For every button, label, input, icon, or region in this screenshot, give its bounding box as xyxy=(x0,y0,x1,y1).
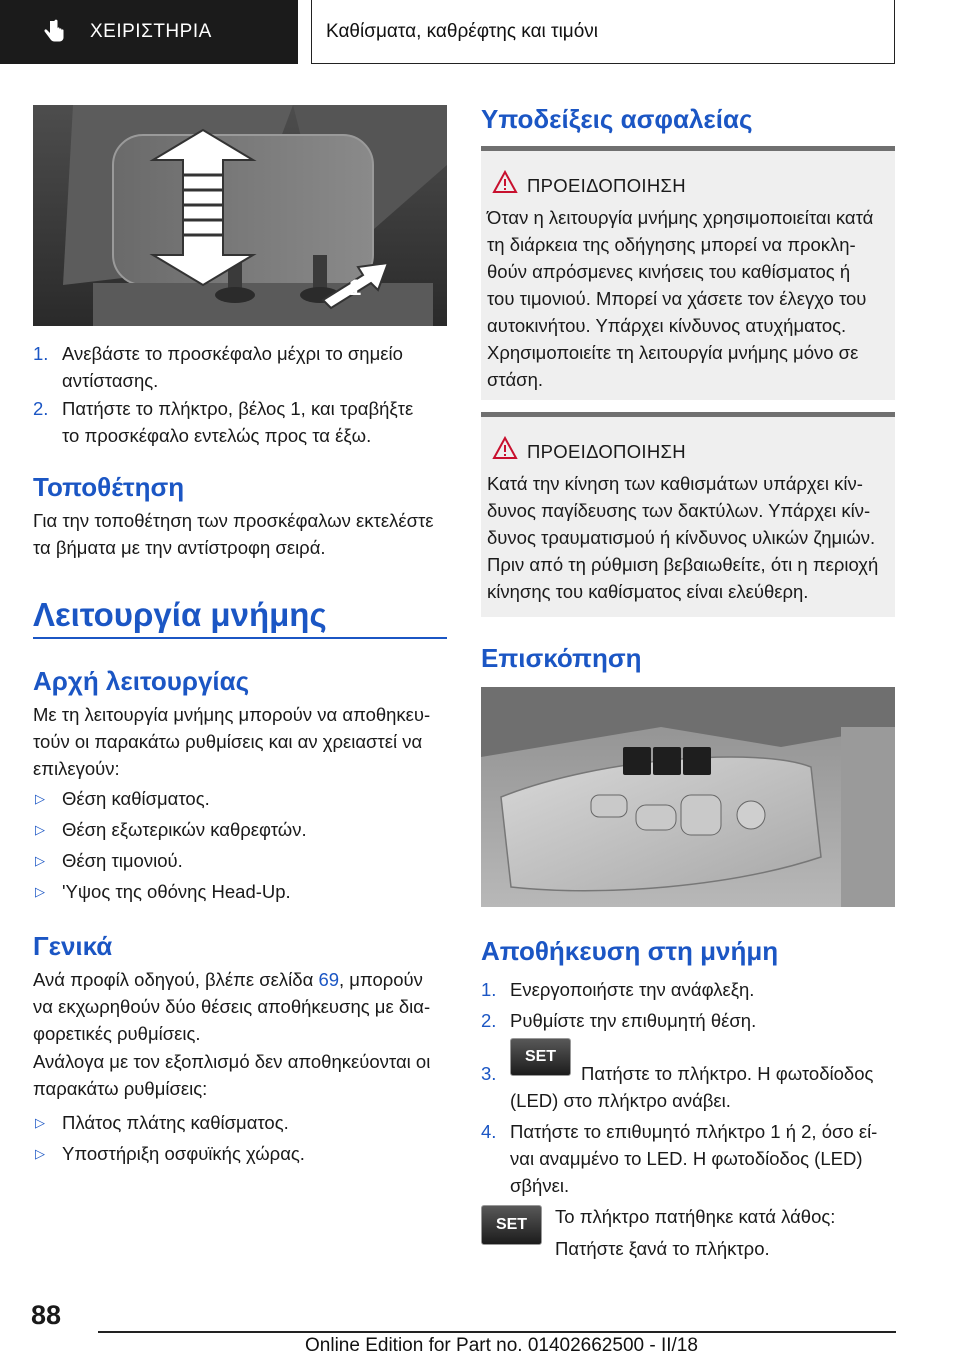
warning-text: Όταν η λειτουργία μνήμης χρησιμοποιείται κατά τη διάρκεια της οδήγησης μπορεί να προκλη- θούν απρόσμενες κινήσεις του καθίσματος ή του τιμονιού. Μπορεί να χάσετε τον έλεγχο του αυτοκινήτου. Υπάρχει κίνδυνος ατυχήματος. Χρησιμοποιείτε τη λειτουργία μνήμης μόνο σε στάση. xyxy=(487,207,874,390)
warning-triangle-icon xyxy=(492,170,518,199)
warning-text: Κατά την κίνηση των καθισμάτων υπάρχει κίν- δυνος παγίδευσης των δακτύλων. Υπάρχει κίν- δυνος τραυματισμού ή κίνδυνος υλικών ζημιών. Πριν από τη ρύθμιση βεβαιωθείτε, ότι η περιοχή κίνησης του καθίσματος είναι ελεύθερη. xyxy=(487,473,879,602)
step-text: Ρυθμίστε την επιθυμητή θέση. xyxy=(510,1010,757,1031)
warning-box-2 xyxy=(481,412,895,617)
step-text: Ανεβάστε το προσκέφαλο μέχρι το σημείο αντίστασης. xyxy=(62,343,403,391)
store-heading: Αποθήκευση στη μνήμη xyxy=(481,936,779,966)
section-title: ΧΕΙΡΙΣΤΗΡΙΑ xyxy=(90,21,212,42)
triangle-bullet-icon: ▷ xyxy=(35,1146,45,1161)
memory-heading: Λειτουργία μνήμης xyxy=(33,596,327,633)
step-text: Πατήστε το πλήκτρο. Η φωτοδίοδος xyxy=(581,1063,874,1084)
wrong-text: Πατήστε ξανά το πλήκτρο. xyxy=(555,1238,770,1259)
step-item: 1. xyxy=(33,343,49,364)
principle-text: Με τη λειτουργία μνήμης μπορούν να αποθηκευ- τούν οι παρακάτω ρυθμίσεις και αν χρειαστεί να επιλεγούν: xyxy=(33,704,431,779)
wrong-text: Το πλήκτρο πατήθηκε κατά λάθος: xyxy=(555,1206,836,1227)
page-number: 88 xyxy=(31,1300,62,1330)
headrest-photo xyxy=(33,105,447,326)
section-tab[interactable] xyxy=(0,0,298,64)
warning-bar xyxy=(481,412,895,417)
warning-title: ΠΡΟΕΙΔΟΠΟΙΗΣΗ xyxy=(527,441,686,462)
placement-heading: Τοποθέτηση xyxy=(33,472,185,502)
list-item: Πλάτος πλάτης καθίσματος. xyxy=(62,1112,289,1133)
list-item: Θέση καθίσματος. xyxy=(62,788,210,809)
warning-bar xyxy=(481,146,895,151)
principle-heading: Αρχή λειτουργίας xyxy=(33,666,250,696)
warning-box-1 xyxy=(481,146,895,400)
step-number: 2. xyxy=(481,1010,497,1031)
overview-heading: Επισκόπηση xyxy=(481,643,642,673)
warning-triangle-icon xyxy=(492,436,518,465)
seat-controls-photo xyxy=(481,687,895,907)
step-text: Πατήστε το πλήκτρο, βέλος 1, και τραβήξτε το προσκέφαλο εντελώς προς τα έξω. xyxy=(62,398,414,446)
footer-divider xyxy=(98,1331,896,1333)
hand-pointer-icon xyxy=(42,19,68,45)
step-text: (LED) στο πλήκτρο ανάβει. xyxy=(510,1090,731,1111)
page-link[interactable]: 69 xyxy=(318,969,340,990)
list-item: Θέση τιμονιού. xyxy=(62,850,183,871)
step-number: 4. xyxy=(481,1121,497,1142)
step-number: 1. xyxy=(481,979,497,1000)
list-item: Θέση εξωτερικών καθρεφτών. xyxy=(62,819,307,840)
step-number: 3. xyxy=(481,1063,497,1084)
set-button[interactable]: SET xyxy=(510,1038,571,1076)
triangle-bullet-icon: ▷ xyxy=(35,853,45,868)
safety-heading: Υποδείξεις ασφαλείας xyxy=(481,104,753,134)
warning-title: ΠΡΟΕΙΔΟΠΟΙΗΣΗ xyxy=(527,175,686,196)
triangle-bullet-icon: ▷ xyxy=(35,791,45,806)
callout-1: 1 xyxy=(349,275,362,300)
set-button-2[interactable]: SET xyxy=(481,1205,542,1245)
step-text: Ενεργοποιήστε την ανάφλεξη. xyxy=(510,979,755,1000)
step-text: Πατήστε το επιθυμητό πλήκτρο 1 ή 2, όσο εί- ναι αναμμένο το LED. Η φωτοδίοδος (LED) σβήνει. xyxy=(510,1121,878,1196)
list-item: 'Υψος της οθόνης Head-Up. xyxy=(62,881,291,902)
list-item: Υποστήριξη οσφυϊκής χώρας. xyxy=(62,1143,305,1164)
chapter-title: Καθίσματα, καθρέφτης και τιμόνι xyxy=(326,20,599,42)
edition-note: Online Edition for Part no. 01402662500 - II/18 xyxy=(305,1335,698,1356)
triangle-bullet-icon: ▷ xyxy=(35,1115,45,1130)
triangle-bullet-icon: ▷ xyxy=(35,822,45,837)
triangle-bullet-icon: ▷ xyxy=(35,884,45,899)
general-text-2: Ανάλογα με τον εξοπλισμό δεν αποθηκεύονται οι παρακάτω ρυθμίσεις: xyxy=(33,1051,431,1099)
general-text: Ανά προφίλ οδηγού, βλέπε σελίδα 69, μπορούν να εκχωρηθούν δύο θέσεις αποθήκευσης με δια- φορετικές ρυθμίσεις. xyxy=(33,969,431,1044)
chapter-tab[interactable] xyxy=(311,0,895,64)
heading-divider xyxy=(33,637,447,639)
placement-text: Για την τοποθέτηση των προσκέφαλων εκτελέστε τα βήματα με την αντίστροφη σειρά. xyxy=(33,510,434,558)
step-item: 2. xyxy=(33,398,49,419)
general-heading: Γενικά xyxy=(33,931,113,961)
